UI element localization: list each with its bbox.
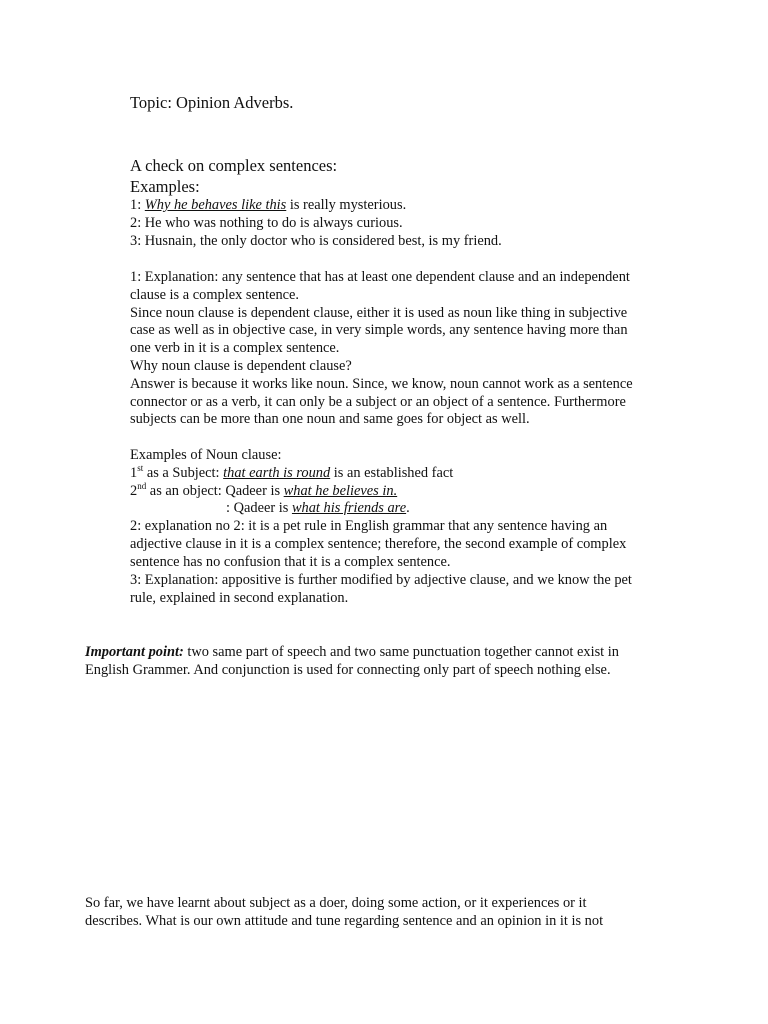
explanation-1-line: Why noun clause is dependent clause? — [130, 357, 352, 374]
examples-label: Examples: — [130, 177, 200, 196]
explanation-1 — [130, 269, 670, 429]
important-line-1 — [85, 643, 685, 661]
explanation-1-line: connector or as a verb, it can only be a subject or an object of a sentence. Furthermore — [130, 393, 626, 410]
explanation-3-line: 3: Explanation: appositive is further modified by adjective clause, and we know the pet — [130, 572, 632, 588]
topic-heading: Topic: Opinion Adverbs. — [130, 93, 294, 112]
explanation-2 — [130, 518, 670, 571]
ordinal-number: 1 — [130, 464, 138, 481]
example-1-rest: is really mysterious. — [286, 197, 407, 213]
explanation-1-line: clause is a complex sentence. — [130, 286, 300, 303]
important-point — [85, 643, 685, 679]
example-text: is an established fact — [330, 464, 454, 481]
noun-clause-heading: Examples of Noun clause: — [130, 447, 282, 463]
paragraph-line: So far, we have learnt about subject as a doer, doing some action, or it experiences or it — [85, 895, 587, 911]
important-text: two same part of speech and two same punctuation together cannot exist in — [183, 644, 619, 660]
explanation-1-line: Since noun clause is dependent clause, either it is used as noun like thing in subjective — [130, 304, 628, 321]
noun-clause-subject-example — [130, 465, 670, 483]
explanation-2-line: adjective clause in it is a complex sentence; therefore, the second example of complex — [130, 535, 627, 552]
important-line-2: English Grammer. And conjunction is used for connecting only part of speech nothing else. — [85, 662, 611, 678]
example-2: 2: He who was nothing to do is always curious. — [130, 214, 403, 231]
paragraph-line: describes. What is our own attitude and tune regarding sentence and an opinion in it is not — [85, 913, 604, 929]
important-label: Important point: — [85, 644, 184, 660]
explanation-2-line: sentence has no confusion that it is a complex sentence. — [130, 553, 451, 570]
example-text: as a Subject: — [143, 464, 224, 481]
explanation-1-line: subjects can be more than one noun and same goes for object as well. — [130, 411, 530, 428]
example-1-clause: Why he behaves like this — [144, 197, 287, 213]
noun-clause-object-example — [130, 480, 670, 501]
example-text: . — [406, 500, 410, 517]
ordinal-number: 2 — [130, 482, 138, 499]
explanation-1-line: case as well as in objective case, in very simple words, any sentence having more than — [130, 322, 628, 339]
explanation-3-line: rule, explained in second explanation. — [130, 589, 349, 606]
examples-list — [130, 197, 670, 250]
explanation-1-line: 1: Explanation: any sentence that has at least one dependent clause and an independent — [130, 269, 630, 285]
noun-clause: that earth is round — [223, 464, 331, 481]
explanation-1-line: Answer is because it works like noun. Since, we know, noun cannot work as a sentence — [130, 375, 633, 392]
explanation-2-line: 2: explanation no 2: it is a pet rule in English grammar that any sentence having an — [130, 518, 608, 534]
explanation-1-line: one verb in it is a complex sentence. — [130, 340, 340, 357]
ordinal-suffix: st — [137, 463, 144, 473]
section-heading: A check on complex sentences: — [130, 156, 338, 175]
example-1-number: 1: — [130, 197, 145, 213]
ordinal-suffix: nd — [137, 480, 147, 491]
example-text: : Qadeer is — [226, 500, 292, 517]
example-1 — [130, 197, 670, 215]
noun-clause-examples — [130, 447, 670, 518]
noun-clause: what he believes in. — [283, 482, 398, 499]
so-far-paragraph — [85, 894, 685, 930]
example-text: as an object: Qadeer is — [146, 482, 284, 499]
example-3: 3: Husnain, the only doctor who is considered best, is my friend. — [130, 232, 502, 249]
noun-clause: what his friends are — [291, 500, 407, 517]
noun-clause-object-example-2 — [130, 500, 670, 518]
explanation-3 — [130, 572, 670, 608]
